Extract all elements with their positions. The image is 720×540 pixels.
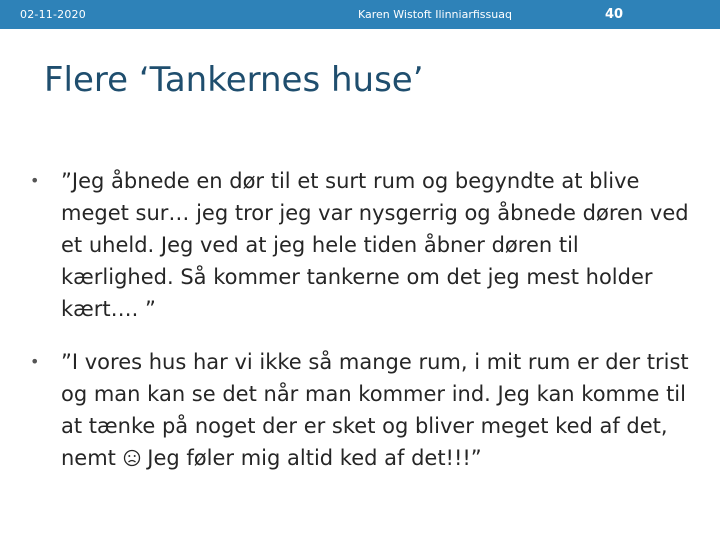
bullet-marker: • [30,171,40,190]
bullet-item-1 [30,165,690,325]
frown-icon [123,444,141,476]
bullet-text-after-icon: Jeg føler mig altid ked af det!!!” [147,446,482,470]
bullet-text: ”Jeg åbnede en dør til et surt rum og begyndte at blive meget sur… jeg tror jeg var nysgerrig og åbnede døren ved et uheld. Jeg ved at jeg hele tiden åbner døren til kærlighed. Så kommer tankerne om det jeg mest holder kært…. ” [61,169,689,321]
slide-title: Flere ‘Tankernes huse’ [44,60,424,100]
bullet-item-2 [30,346,690,476]
bullet-text-before-icon: ”I vores hus har vi ikke så mange rum, i mit rum er der trist og man kan se det når man kommer ind. Jeg kan komme til at tænke på noget der er sket og bliver meget ked af det, nemt [61,350,689,470]
bullet-text-2 [61,346,690,476]
date-label: 02-11-2020 [20,8,86,21]
bullet-marker: • [30,352,40,371]
slide-number: 40 [605,7,624,22]
footer-author: Karen Wistoft Ilinniarfissuaq [358,8,512,21]
header-bar [0,0,720,29]
